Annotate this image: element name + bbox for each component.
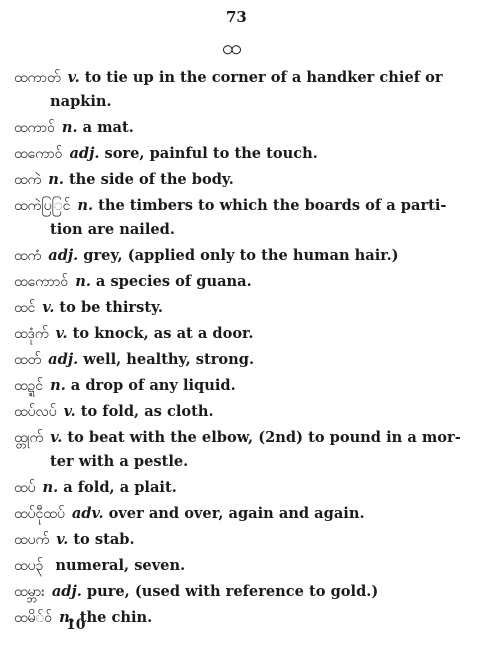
section-letter: ထ — [222, 35, 242, 59]
signature-mark: 10 — [66, 617, 86, 633]
entry-definition: over and over, again and again. — [108, 505, 365, 522]
dictionary-entry — [14, 244, 484, 268]
entry-headword: ထပ်လပ် — [14, 404, 57, 420]
entry-headword: ထမ္ဘား — [14, 584, 45, 600]
entry-part-of-speech: n. — [61, 119, 78, 136]
entry-part-of-speech: v. — [55, 325, 68, 342]
entry-headword: ထင် — [14, 300, 36, 316]
dictionary-entry — [14, 348, 484, 372]
entry-part-of-speech: adj. — [48, 247, 79, 264]
entry-part-of-speech: n. — [59, 609, 75, 626]
entry-definition-continuation: napkin. — [50, 93, 112, 110]
entry-headword: ထပ၃် — [14, 558, 44, 574]
dictionary-entry — [14, 194, 484, 242]
dictionary-entry — [14, 168, 484, 192]
entry-definition: the timbers to which the boards of a parti- — [98, 197, 447, 214]
entry-headword: ထကံ — [14, 248, 42, 264]
dictionary-entry — [14, 426, 484, 474]
entry-definition: a species of guana. — [95, 273, 252, 290]
entry-definition: a drop of any liquid. — [70, 377, 236, 394]
dictionary-entry — [14, 554, 484, 578]
page-number: 73 — [226, 8, 247, 26]
entry-definition: a mat. — [82, 119, 134, 136]
entry-headword: ထပ် — [14, 480, 36, 496]
entry-part-of-speech: v. — [56, 531, 69, 548]
entry-part-of-speech: v. — [67, 69, 80, 86]
entry-headword: ထကဲ — [14, 172, 42, 188]
entry-headword: ထကာတ် — [14, 70, 61, 86]
dictionary-entry — [14, 374, 484, 398]
entry-part-of-speech: n. — [77, 197, 94, 214]
entry-part-of-speech: v. — [50, 429, 63, 446]
entry-headword: ထဒုံက် — [14, 326, 49, 342]
entry-definition: numeral, seven. — [55, 557, 186, 574]
entry-definition: to tie up in the corner of a handker chief or — [84, 69, 443, 86]
entry-part-of-speech: v. — [63, 403, 76, 420]
dictionary-entry — [14, 322, 484, 346]
dictionary-entry — [14, 142, 484, 166]
entry-definition: to fold, as cloth. — [80, 403, 214, 420]
entry-headword: ထကောဝ် — [14, 146, 63, 162]
dictionary-entry — [14, 66, 484, 114]
dictionary-entry — [14, 400, 484, 424]
entry-definition: a fold, a plait. — [63, 479, 177, 496]
entry-part-of-speech: n. — [75, 273, 91, 290]
dictionary-entry — [14, 116, 484, 140]
entry-definition: sore, painful to the touch. — [104, 145, 318, 162]
entry-part-of-speech: adv. — [71, 505, 104, 522]
entry-headword: ထပက် — [14, 532, 50, 548]
entry-definition: to be thirsty. — [59, 299, 163, 316]
entry-part-of-speech: v. — [42, 299, 55, 316]
entry-part-of-speech: adj. — [51, 583, 82, 600]
entry-headword: ထပ်ငီုထပ် — [14, 506, 65, 522]
entry-definition: to knock, as at a door. — [72, 325, 254, 342]
entry-headword: ထမိ်ဝ် — [14, 610, 53, 626]
entry-definition: to stab. — [73, 531, 135, 548]
dictionary-entry — [14, 270, 484, 294]
entry-definition: pure, (used with reference to gold.) — [86, 583, 379, 600]
entry-part-of-speech: n. — [48, 171, 64, 188]
dictionary-entry — [14, 502, 484, 526]
entry-definition: the side of the body. — [68, 171, 234, 188]
entry-headword: ထဍ္ဍင် — [14, 378, 44, 394]
entry-part-of-speech: adj. — [69, 145, 100, 162]
entry-definition: to beat with the elbow, (2nd) to pound in a mor- — [67, 429, 461, 446]
entry-headword: ထကဲပြြင် — [14, 198, 71, 214]
dictionary-entry — [14, 476, 484, 500]
entry-definition: grey, (applied only to the human hair.) — [83, 247, 399, 264]
dictionary-entry — [14, 580, 484, 604]
entry-part-of-speech: n. — [42, 479, 59, 496]
entry-headword: ထတ် — [14, 352, 42, 368]
entry-headword: ထ္တုက် — [14, 430, 44, 446]
entry-definition: the chin. — [79, 609, 153, 626]
entry-headword: ထကောာဝ် — [14, 274, 69, 290]
entry-definition-continuation: tion are nailed. — [50, 221, 175, 238]
entry-part-of-speech: n. — [50, 377, 66, 394]
entry-headword: ထကာဝ် — [14, 120, 55, 136]
dictionary-entry — [14, 528, 484, 552]
dictionary-entry — [14, 296, 484, 320]
entry-definition: well, healthy, strong. — [83, 351, 255, 368]
entry-definition-continuation: ter with a pestle. — [50, 453, 189, 470]
entry-part-of-speech: adj. — [48, 351, 79, 368]
entry-list — [14, 66, 484, 632]
